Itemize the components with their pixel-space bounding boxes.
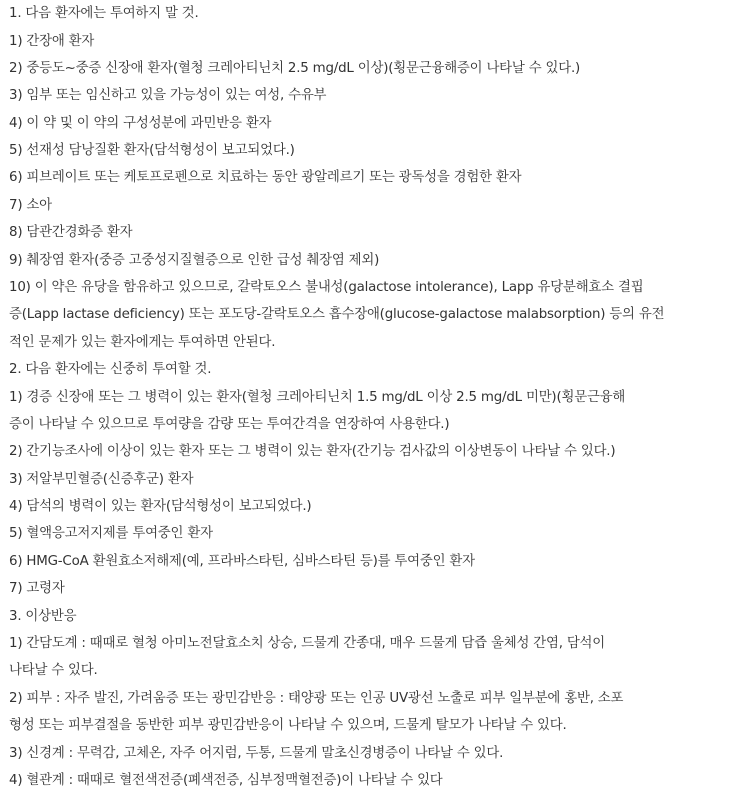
text-line: 3) 저알부민혈증(신증후군) 환자 xyxy=(9,472,194,487)
text-line: 5) 혈액응고저지제를 투여중인 환자 xyxy=(9,526,213,541)
text-line: 적인 문제가 있는 환자에게는 투여하면 안된다. xyxy=(9,335,276,350)
text-line: 1) 경증 신장애 또는 그 병력이 있는 환자(혈청 크레아티닌치 1.5 mg/dL 이상 2.5 mg/dL 미만)(횡문근융해 xyxy=(9,390,626,405)
section-heading-precautions: 2. 다음 환자에는 신중히 투여할 것. xyxy=(9,362,212,377)
text-line: 4) 이 약 및 이 약의 구성성분에 과민반응 환자 xyxy=(9,116,272,131)
text-line: 2) 간기능조사에 이상이 있는 환자 또는 그 병력이 있는 환자(간기능 검사값의 이상변동이 나타날 수 있다.) xyxy=(9,444,616,459)
text-line: 10) 이 약은 유당을 함유하고 있으므로, 갈락토오스 불내성(galactose intolerance), Lapp 유당분해효소 결핍 xyxy=(9,280,644,295)
text-line: 3) 신경계 : 무력감, 고체온, 자주 어지럼, 두통, 드물게 말초신경병증이 나타날 수 있다. xyxy=(9,746,504,761)
text-line: 6) 피브레이트 또는 케토프로펜으로 치료하는 동안 광알레르기 또는 광독성을 경험한 환자 xyxy=(9,170,522,185)
text-line: 5) 선재성 담낭질환 환자(담석형성이 보고되었다.) xyxy=(9,143,295,158)
section-heading-adverse-reactions: 3. 이상반응 xyxy=(9,609,77,624)
text-line: 2) 중등도~중증 신장애 환자(혈청 크레아티닌치 2.5 mg/dL 이상)(횡문근융해증이 나타날 수 있다.) xyxy=(9,61,581,76)
text-line: 형성 또는 피부결절을 동반한 피부 광민감반응이 나타날 수 있으며, 드물게 탈모가 나타날 수 있다. xyxy=(9,718,567,733)
text-line: 1) 간담도계 : 때때로 혈청 아미노전달효소치 상승, 드물게 간종대, 매우 드물게 담즙 울체성 간염, 담석이 xyxy=(9,636,606,651)
text-line: 증이 나타날 수 있으므로 투여량을 감량 또는 투여간격을 연장하여 사용한다.) xyxy=(9,417,450,432)
text-line: 8) 담관간경화증 환자 xyxy=(9,225,133,240)
text-line: 나타날 수 있다. xyxy=(9,663,98,678)
text-line: 2) 피부 : 자주 발진, 가려움증 또는 광민감반응 : 태양광 또는 인공 UV광선 노출로 피부 일부분에 홍반, 소포 xyxy=(9,691,624,706)
text-line: 3) 임부 또는 임신하고 있을 가능성이 있는 여성, 수유부 xyxy=(9,88,327,103)
text-line: 6) HMG-CoA 환원효소저해제(예, 프라바스타틴, 심바스타틴 등)를 투여중인 환자 xyxy=(9,554,475,569)
text-line: 4) 혈관계 : 때때로 혈전색전증(폐색전증, 심부정맥혈전증)이 나타날 수 있다 xyxy=(9,773,443,788)
text-line: 1) 간장애 환자 xyxy=(9,34,95,49)
text-line: 7) 소아 xyxy=(9,198,52,213)
text-line: 4) 담석의 병력이 있는 환자(담석형성이 보고되었다.) xyxy=(9,499,312,514)
section-heading-contraindications: 1. 다음 환자에는 투여하지 말 것. xyxy=(9,6,199,21)
text-line: 9) 췌장염 환자(중증 고중성지질혈증으로 인한 급성 췌장염 제외) xyxy=(9,253,380,268)
text-line: 증(Lapp lactase deficiency) 또는 포도당-갈락토오스 흡수장애(glucose-galactose malabsorption) 등의 유전 xyxy=(9,307,665,322)
text-line: 7) 고령자 xyxy=(9,581,65,596)
